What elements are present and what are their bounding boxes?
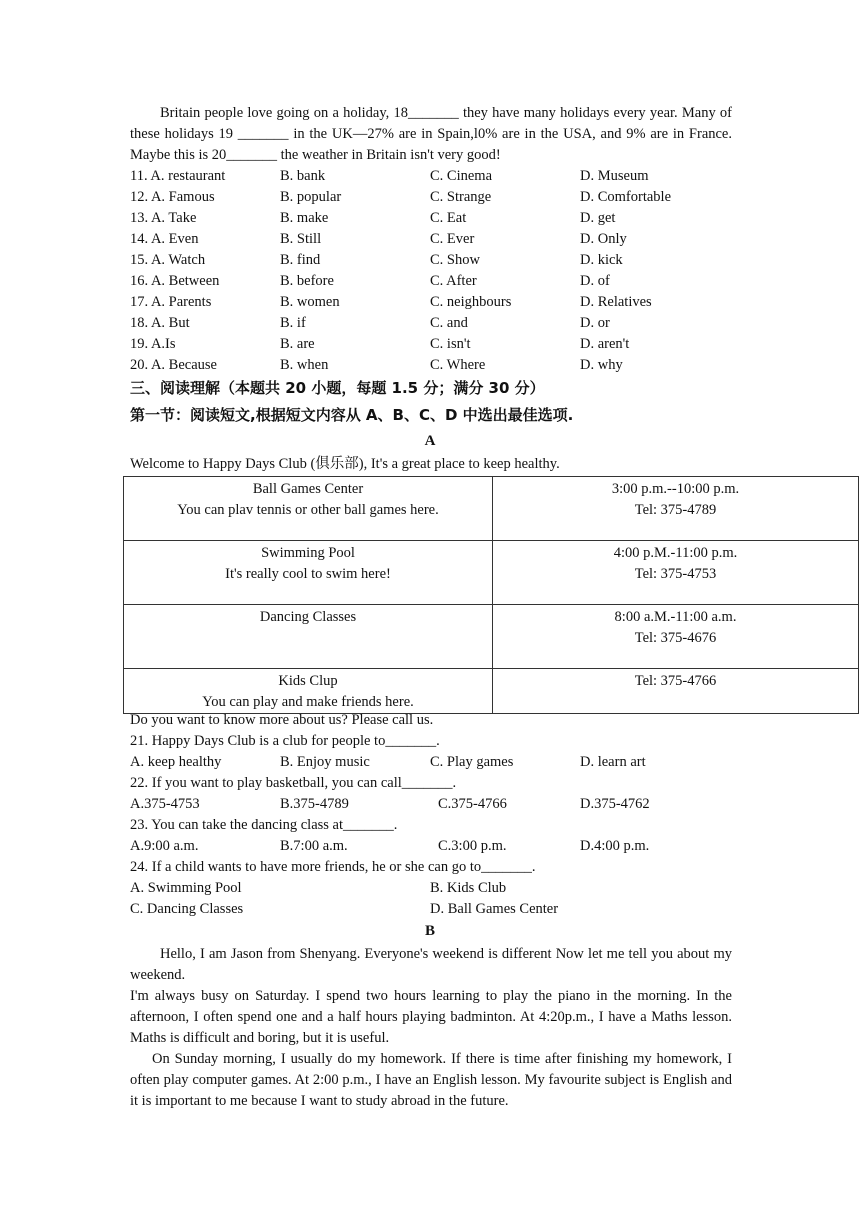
table-row <box>124 541 859 605</box>
option-row <box>130 355 750 376</box>
option-a: 19. A.Is <box>130 336 176 352</box>
option-a: 14. A. Even <box>130 231 199 247</box>
option-b: B. before <box>280 273 334 289</box>
facility-time: Tel: 375-4766 <box>634 673 717 689</box>
option-a: 20. A. Because <box>130 357 217 373</box>
facility-desc: It's really cool to swim here! <box>225 566 391 582</box>
table-cell <box>493 541 859 605</box>
option-a: 17. A. Parents <box>130 294 212 310</box>
option-b: B. bank <box>280 168 326 184</box>
option-d: D. Ball Games Center <box>430 901 559 917</box>
option-c: C. After <box>430 273 477 289</box>
table-cell <box>124 605 493 669</box>
option-b: B. make <box>280 210 329 226</box>
table-row <box>124 669 859 714</box>
facility-tel: Tel: 375-4789 <box>634 502 717 518</box>
option-row <box>130 313 750 334</box>
section-title: 三、阅读理解（本题共 20 小题，每题 1.5 分；满分 30 分） <box>130 379 545 397</box>
option-c: C. Show <box>430 252 480 268</box>
question-options <box>130 899 750 920</box>
option-c: C. Ever <box>430 231 475 247</box>
option-c: C. Cinema <box>430 168 493 184</box>
option-c: C.3:00 p.m. <box>438 838 507 854</box>
facility-desc: You can play and make friends here. <box>202 694 414 710</box>
question-stem: 23. You can take the dancing class at_______. <box>130 817 398 833</box>
question-options <box>130 794 750 815</box>
question-options <box>130 878 750 899</box>
table-cell <box>493 477 859 541</box>
option-d: D. Museum <box>580 168 649 184</box>
facility-time: 4:00 p.M.-11:00 p.m. <box>613 545 738 561</box>
option-row <box>130 166 750 187</box>
table-cell <box>124 541 493 605</box>
option-c: C. Strange <box>430 189 492 205</box>
option-b: B. find <box>280 252 321 268</box>
option-row <box>130 292 750 313</box>
option-a: 11. A. restaurant <box>130 168 226 184</box>
option-row <box>130 250 750 271</box>
option-b: B. Enjoy music <box>280 754 370 770</box>
option-b: B. are <box>280 336 315 352</box>
option-b: B.375-4789 <box>280 796 349 812</box>
question-stem: 22. If you want to play basketball, you can call_______. <box>130 775 457 791</box>
option-a: 13. A. Take <box>130 210 197 226</box>
option-d: D. why <box>580 357 623 373</box>
facility-time: 3:00 p.m.--10:00 p.m. <box>611 481 740 497</box>
passage-b-paragraph: Hello, I am Jason from Shenyang. Everyone's weekend is different Now let me tell you about my weekend. <box>130 946 732 983</box>
option-b: B. if <box>280 315 306 331</box>
option-b: B. Kids Club <box>430 880 507 896</box>
option-d: D. Comfortable <box>580 189 672 205</box>
question-options <box>130 752 750 773</box>
option-row <box>130 271 750 292</box>
option-c: C. Eat <box>430 210 467 226</box>
option-c: C. Where <box>430 357 486 373</box>
option-d: D. kick <box>580 252 623 268</box>
option-a: 12. A. Famous <box>130 189 215 205</box>
question-options <box>130 836 750 857</box>
option-d: D. get <box>580 210 616 226</box>
option-row <box>130 229 750 250</box>
facility-tel: Tel: 375-4676 <box>634 630 717 646</box>
option-row <box>130 334 750 355</box>
facility-name: Swimming Pool <box>261 545 355 561</box>
option-b: B. women <box>280 294 340 310</box>
option-b: B.7:00 a.m. <box>280 838 348 854</box>
option-b: B. Still <box>280 231 322 247</box>
facility-time: 8:00 a.M.-11:00 a.m. <box>614 609 737 625</box>
passage-b-paragraph: I'm always busy on Saturday. I spend two hours learning to play the piano in the morning. In the afternoon, I often spend one and a half hours playing badminton. At 4:20p.m., I have a Maths lesson. Maths is difficult and boring, but it is useful. <box>130 988 732 1046</box>
table-cell <box>493 669 859 714</box>
passage-a-outro: Do you want to know more about us? Please call us. <box>130 712 434 728</box>
option-d: D.4:00 p.m. <box>580 838 650 854</box>
option-c: C. neighbours <box>430 294 512 310</box>
option-c: C.375-4766 <box>438 796 507 812</box>
option-a: A.9:00 a.m. <box>130 838 199 854</box>
facility-desc: You can plav tennis or other ball games here. <box>177 502 439 518</box>
section-subtitle: 第一节：阅读短文,根据短文内容从 A、B、C、D 中选出最佳选项. <box>130 406 574 424</box>
cloze-options <box>130 166 750 376</box>
option-d: D.375-4762 <box>580 796 650 812</box>
option-row <box>130 187 750 208</box>
question-stem: 21. Happy Days Club is a club for people to_______. <box>130 733 440 749</box>
option-a: 16. A. Between <box>130 273 220 289</box>
passage-a-intro: Welcome to Happy Days Club (俱乐部), It's a great place to keep healthy. <box>130 456 560 472</box>
table-cell <box>493 605 859 669</box>
option-d: D. of <box>580 273 610 289</box>
option-a: A.375-4753 <box>130 796 200 812</box>
option-c: C. Play games <box>430 754 514 770</box>
cloze-passage-end: Britain people love going on a holiday, 18_______ they have many holidays every year. Many of these holidays 19 _______ in the UK—27% are in Spain,l0% are in the USA, and 9% are in France. Maybe this is 20_______ the weather in Britain isn't very good! <box>130 105 732 163</box>
passage-b-heading: B <box>424 923 435 939</box>
option-a: 15. A. Watch <box>130 252 206 268</box>
option-c: C. isn't <box>430 336 471 352</box>
facility-name: Dancing Classes <box>259 609 357 625</box>
facility-name: Kids Clup <box>278 673 338 689</box>
passage-a-heading: A <box>424 433 436 449</box>
option-d: D. or <box>580 315 610 331</box>
option-b: B. when <box>280 357 329 373</box>
table-cell <box>124 477 493 541</box>
option-b: B. popular <box>280 189 342 205</box>
question-stem: 24. If a child wants to have more friends, he or she can go to_______. <box>130 859 536 875</box>
option-a: 18. A. But <box>130 315 190 331</box>
table-row <box>124 605 859 669</box>
option-c: C. and <box>430 315 468 331</box>
table-cell <box>124 669 493 714</box>
option-a: A. Swimming Pool <box>130 880 242 896</box>
option-c: C. Dancing Classes <box>130 901 244 917</box>
facility-tel: Tel: 375-4753 <box>634 566 717 582</box>
option-row <box>130 208 750 229</box>
option-d: D. Relatives <box>580 294 652 310</box>
passage-b-paragraph: On Sunday morning, I usually do my homework. If there is time after finishing my homework, I often play computer games. At 2:00 p.m., I have an English lesson. My favourite subject is English and it is important to me because I want to study abroad in the future. <box>130 1051 732 1109</box>
option-d: D. aren't <box>580 336 630 352</box>
club-table <box>123 476 859 714</box>
option-d: D. Only <box>580 231 627 247</box>
table-row <box>124 477 859 541</box>
option-d: D. learn art <box>580 754 646 770</box>
facility-name: Ball Games Center <box>252 481 364 497</box>
option-a: A. keep healthy <box>130 754 222 770</box>
